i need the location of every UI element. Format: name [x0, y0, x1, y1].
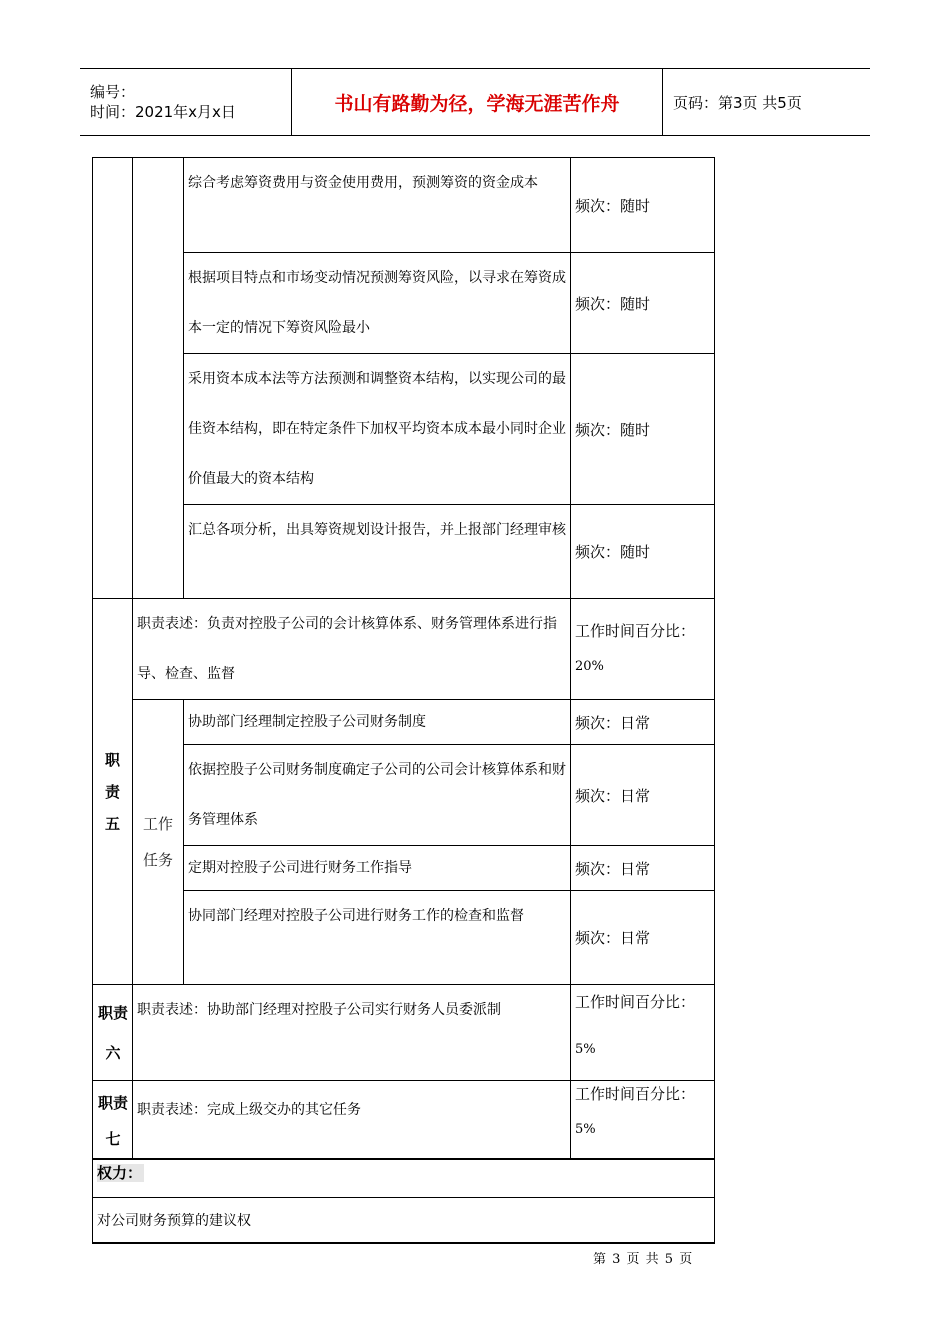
freq-cell: 频次：日常: [571, 846, 715, 891]
task-cell: 汇总各项分析，出具筹资规划设计报告，并上报部门经理审核: [184, 505, 571, 599]
page-footer: 第 3 页 共 5 页: [593, 1252, 694, 1267]
task-cell: 协同部门经理对控股子公司进行财务工作的检查和监督: [184, 891, 571, 985]
duty-description: 职责表述：协助部门经理对控股子公司实行财务人员委派制: [133, 985, 571, 1081]
number-label: 编号：: [90, 83, 136, 101]
duty-description: 职责表述：负责对控股子公司的会计核算体系、财务管理体系进行指导、检查、监督: [133, 599, 571, 700]
duty-label: 职责六: [93, 985, 133, 1081]
task-cell: 根据项目特点和市场变动情况预测筹资风险，以寻求在筹资成本一定的情况下筹资风险最小: [184, 253, 571, 354]
task-cell: 采用资本成本法等方法预测和调整资本结构，以实现公司的最佳资本结构，即在特定条件下加权平均资本成本最小同时企业价值最大的资本结构: [184, 354, 571, 505]
task-cell: 定期对控股子公司进行财务工作指导: [184, 846, 571, 891]
freq-cell: 频次：随时: [571, 505, 715, 599]
work-time-percent: [571, 1081, 715, 1159]
power-title: 权力：: [93, 1159, 715, 1198]
header-motto: 书山有路勤为径，学海无涯苦作舟: [292, 69, 663, 136]
duty-description: 职责表述：完成上级交办的其它任务: [133, 1081, 571, 1159]
duty-label: 职责七: [93, 1081, 133, 1159]
power-item: 对公司财务预算的建议权: [93, 1198, 715, 1243]
task-cell: 协助部门经理制定控股子公司财务制度: [184, 700, 571, 745]
percent-label: 工作时间百分比：: [575, 622, 696, 640]
duty-table: [92, 157, 715, 1244]
work-time-percent: [571, 985, 715, 1081]
duty-label: [93, 599, 133, 985]
percent-label: 工作时间百分比：: [575, 993, 696, 1011]
task-cell: 综合考虑筹资费用与资金使用费用，预测筹资的资金成本: [184, 158, 571, 253]
duty-label-cell: [93, 158, 133, 599]
freq-cell: 频次：随时: [571, 158, 715, 253]
freq-cell: 频次：日常: [571, 891, 715, 985]
percent-label: 工作时间百分比：: [575, 1085, 696, 1103]
task-cell: 依据控股子公司财务制度确定子公司的公司会计核算体系和财务管理体系: [184, 745, 571, 846]
freq-cell: 频次：日常: [571, 700, 715, 745]
task-group-label: 工作任务: [133, 700, 184, 985]
percent-value: 5%: [575, 1122, 596, 1137]
time-label: 时间：2021年x月x日: [90, 103, 236, 121]
header-meta: [80, 69, 292, 136]
page-header: [80, 68, 870, 136]
percent-value: 5%: [575, 1042, 596, 1057]
percent-value: 20%: [575, 659, 604, 674]
sub-label-cell: [133, 158, 184, 599]
work-time-percent: [571, 599, 715, 700]
freq-cell: 频次：随时: [571, 253, 715, 354]
freq-cell: 频次：随时: [571, 354, 715, 505]
duty-label-text: 职责五: [104, 750, 120, 833]
page-label: 页码：第3页 共5页: [663, 69, 871, 136]
freq-cell: 频次：日常: [571, 745, 715, 846]
